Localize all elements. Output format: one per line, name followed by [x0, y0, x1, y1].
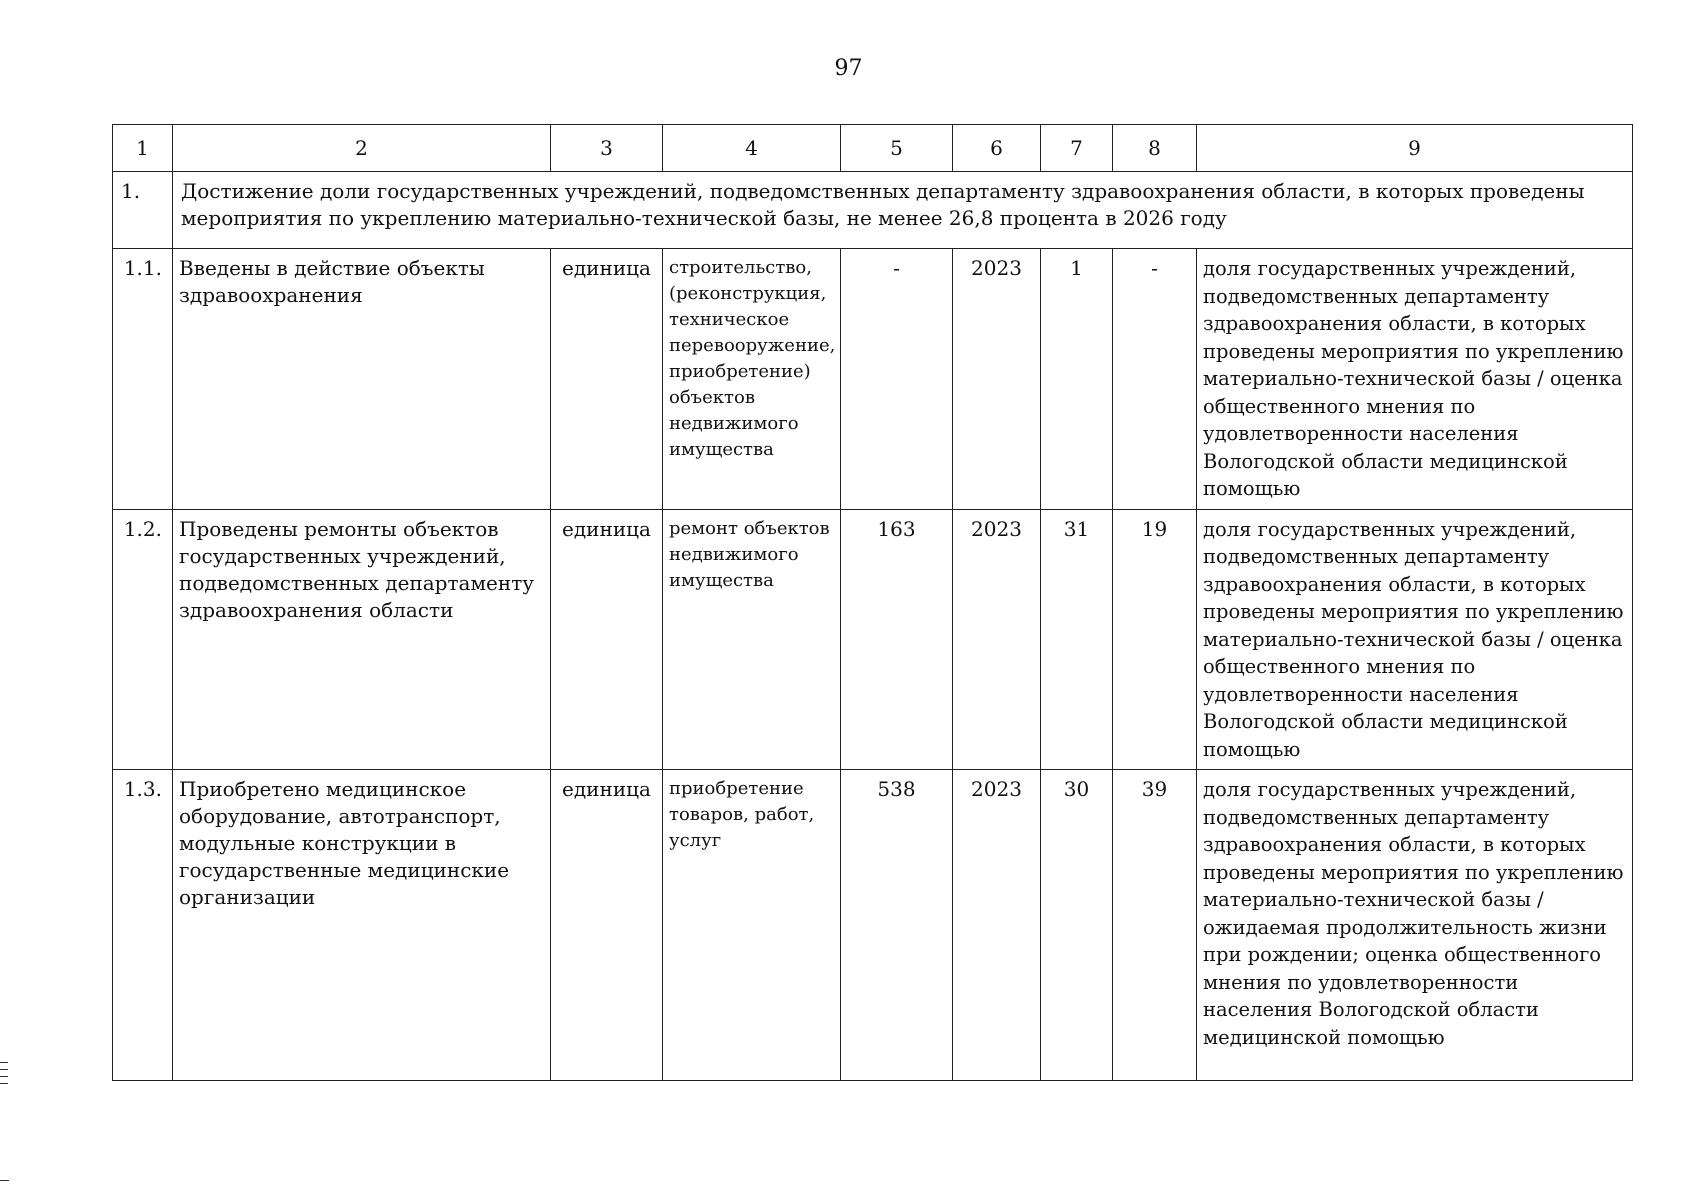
margin-line — [0, 1180, 9, 1181]
section-row — [113, 172, 1633, 249]
value-cell-5: - — [841, 249, 953, 510]
table-row — [113, 509, 1633, 770]
value-cell-6: 2023 — [953, 249, 1041, 510]
row-number: 1.2. — [113, 509, 173, 770]
result-cell: Введены в действие объекты здравоохранения — [173, 249, 551, 510]
value-cell-7: 1 — [1041, 249, 1113, 510]
page-number: 97 — [834, 56, 863, 81]
method-cell: приобретение товаров, работ, услуг — [663, 770, 841, 1081]
table-row — [113, 770, 1633, 1081]
column-header: 5 — [841, 125, 953, 172]
section-title: Достижение доли государственных учреждений, подведомственных департаменту здравоохранения области, в которых проведены мероприятия по укреплению материально-технической базы, не менее 26,8 процента в 2026 году — [173, 172, 1633, 249]
measures-table — [112, 124, 1633, 1081]
method-cell: ремонт объектов недвижимого имущества — [663, 509, 841, 770]
column-header: 9 — [1197, 125, 1633, 172]
column-header: 6 — [953, 125, 1041, 172]
indicator-cell: доля государственных учреждений, подведомственных департаменту здравоохранения области, в которых проведены мероприятия по укреплению материально-технической базы / оценка общественного мнения по удовлетворенности населения Вологодской области медицинской помощью — [1197, 509, 1633, 770]
value-cell-8: - — [1113, 249, 1197, 510]
column-header: 7 — [1041, 125, 1113, 172]
method-cell: строительство, (реконструкция, техническое перевооружение, приобретение) объектов недвижимого имущества — [663, 249, 841, 510]
column-header: 2 — [173, 125, 551, 172]
value-cell-5: 163 — [841, 509, 953, 770]
column-header: 8 — [1113, 125, 1197, 172]
result-cell: Приобретено медицинское оборудование, автотранспорт, модульные конструкции в государственные медицинские организации — [173, 770, 551, 1081]
value-cell-8: 19 — [1113, 509, 1197, 770]
indicator-cell: доля государственных учреждений, подведомственных департаменту здравоохранения области, в которых проведены мероприятия по укреплению материально-технической базы / оценка общественного мнения по удовлетворенности населения Вологодской области медицинской помощью — [1197, 249, 1633, 510]
table-row — [113, 249, 1633, 510]
section-number: 1. — [113, 172, 173, 249]
result-cell: Проведены ремонты объектов государственных учреждений, подведомственных департаменту здравоохранения области — [173, 509, 551, 770]
binding-marks — [0, 1062, 8, 1090]
value-cell-7: 31 — [1041, 509, 1113, 770]
value-cell-6: 2023 — [953, 509, 1041, 770]
column-header: 3 — [551, 125, 663, 172]
row-number: 1.1. — [113, 249, 173, 510]
value-cell-5: 538 — [841, 770, 953, 1081]
column-header: 4 — [663, 125, 841, 172]
unit-cell: единица — [551, 509, 663, 770]
table-header-row — [113, 125, 1633, 172]
column-header: 1 — [113, 125, 173, 172]
unit-cell: единица — [551, 770, 663, 1081]
value-cell-6: 2023 — [953, 770, 1041, 1081]
value-cell-7: 30 — [1041, 770, 1113, 1081]
row-number: 1.3. — [113, 770, 173, 1081]
indicator-cell: доля государственных учреждений, подведомственных департаменту здравоохранения области, в которых проведены мероприятия по укреплению материально-технической базы / ожидаемая продолжительность жизни при рождении; оценка общественного мнения по удовлетворенности населения Вологодской области медицинской помощью — [1197, 770, 1633, 1081]
unit-cell: единица — [551, 249, 663, 510]
value-cell-8: 39 — [1113, 770, 1197, 1081]
